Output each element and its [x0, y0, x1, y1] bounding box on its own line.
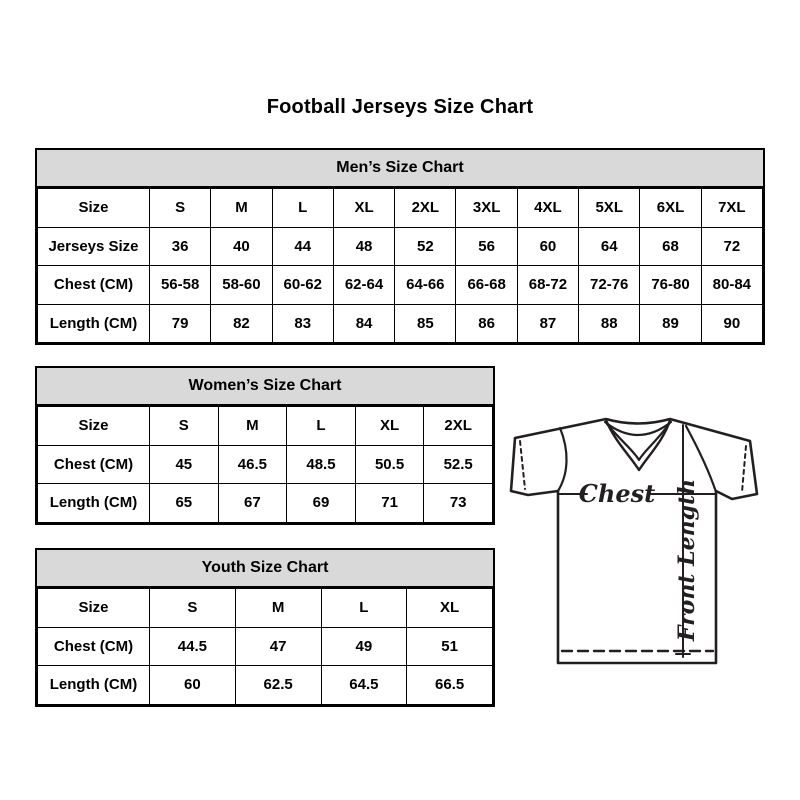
size-header-cell: L — [287, 407, 356, 446]
size-header-cell: 2XL — [424, 407, 493, 446]
value-cell: 48 — [333, 227, 394, 266]
size-header-cell: S — [150, 189, 211, 228]
value-cell: 72 — [701, 227, 762, 266]
row-label-cell: Length (CM) — [38, 666, 150, 705]
size-header-cell: 7XL — [701, 189, 762, 228]
size-header-cell: 2XL — [395, 189, 456, 228]
jersey-outline-shape — [511, 419, 757, 663]
value-cell: 76-80 — [640, 266, 701, 305]
row-label-cell: Size — [38, 589, 150, 628]
size-header-cell: XL — [355, 407, 424, 446]
value-cell: 36 — [150, 227, 211, 266]
value-cell: 49 — [321, 627, 407, 666]
front-length-label: Front Length — [674, 478, 700, 642]
value-cell: 80-84 — [701, 266, 762, 305]
value-cell: 60 — [517, 227, 578, 266]
chest-label: Chest — [578, 479, 656, 508]
value-cell: 84 — [333, 304, 394, 343]
value-cell: 44.5 — [150, 627, 236, 666]
value-cell: 58-60 — [211, 266, 272, 305]
row-label-cell: Chest (CM) — [38, 445, 150, 484]
value-cell: 67 — [218, 484, 287, 523]
table-row — [38, 227, 763, 266]
value-cell: 56 — [456, 227, 517, 266]
value-cell: 56-58 — [150, 266, 211, 305]
column-header-row — [38, 407, 493, 446]
mens-size-table — [37, 188, 763, 343]
value-cell: 82 — [211, 304, 272, 343]
size-header-cell: 5XL — [579, 189, 640, 228]
value-cell: 89 — [640, 304, 701, 343]
value-cell: 66.5 — [407, 666, 493, 705]
mens-size-table-body — [38, 189, 763, 343]
mens-size-chart-title: Men’s Size Chart — [37, 150, 763, 188]
row-label-cell: Chest (CM) — [38, 266, 150, 305]
value-cell: 52.5 — [424, 445, 493, 484]
youth-size-chart-title: Youth Size Chart — [37, 550, 493, 588]
value-cell: 52 — [395, 227, 456, 266]
row-label-cell: Jerseys Size — [38, 227, 150, 266]
womens-size-chart-title: Women’s Size Chart — [37, 368, 493, 406]
value-cell: 65 — [150, 484, 219, 523]
value-cell: 62-64 — [333, 266, 394, 305]
column-header-row — [38, 189, 763, 228]
jersey-measurement-diagram — [503, 398, 777, 674]
table-row — [38, 627, 493, 666]
size-header-cell: M — [235, 589, 321, 628]
column-header-row — [38, 589, 493, 628]
value-cell: 64.5 — [321, 666, 407, 705]
value-cell: 71 — [355, 484, 424, 523]
value-cell: 50.5 — [355, 445, 424, 484]
size-header-cell: L — [321, 589, 407, 628]
right-cuff-dashed-seam — [742, 446, 746, 492]
value-cell: 40 — [211, 227, 272, 266]
row-label-cell: Length (CM) — [38, 484, 150, 523]
size-header-cell: 4XL — [517, 189, 578, 228]
womens-size-chart — [35, 366, 495, 525]
value-cell: 47 — [235, 627, 321, 666]
value-cell: 73 — [424, 484, 493, 523]
value-cell: 90 — [701, 304, 762, 343]
value-cell: 85 — [395, 304, 456, 343]
value-cell: 79 — [150, 304, 211, 343]
table-row — [38, 266, 763, 305]
size-header-cell: S — [150, 407, 219, 446]
size-header-cell: 3XL — [456, 189, 517, 228]
size-header-cell: XL — [333, 189, 394, 228]
youth-size-table-body — [38, 589, 493, 705]
size-header-cell: M — [211, 189, 272, 228]
row-label-cell: Chest (CM) — [38, 627, 150, 666]
value-cell: 60 — [150, 666, 236, 705]
youth-size-chart — [35, 548, 495, 707]
value-cell: 60-62 — [272, 266, 333, 305]
row-label-cell: Size — [38, 189, 150, 228]
value-cell: 46.5 — [218, 445, 287, 484]
size-header-cell: S — [150, 589, 236, 628]
size-header-cell: L — [272, 189, 333, 228]
youth-size-table — [37, 588, 493, 705]
size-header-cell: XL — [407, 589, 493, 628]
value-cell: 68-72 — [517, 266, 578, 305]
size-header-cell: M — [218, 407, 287, 446]
value-cell: 69 — [287, 484, 356, 523]
value-cell: 51 — [407, 627, 493, 666]
value-cell: 44 — [272, 227, 333, 266]
value-cell: 68 — [640, 227, 701, 266]
value-cell: 88 — [579, 304, 640, 343]
row-label-cell: Size — [38, 407, 150, 446]
row-label-cell: Length (CM) — [38, 304, 150, 343]
table-row — [38, 484, 493, 523]
table-row — [38, 304, 763, 343]
collar-outer-v-line — [606, 420, 670, 470]
page-title: Football Jerseys Size Chart — [266, 96, 534, 118]
left-armhole-seam — [558, 428, 567, 491]
table-row — [38, 445, 493, 484]
value-cell: 87 — [517, 304, 578, 343]
table-row — [38, 666, 493, 705]
size-header-cell: 6XL — [640, 189, 701, 228]
value-cell: 64-66 — [395, 266, 456, 305]
value-cell: 48.5 — [287, 445, 356, 484]
womens-size-table-body — [38, 407, 493, 523]
value-cell: 86 — [456, 304, 517, 343]
left-cuff-dashed-seam — [520, 441, 525, 489]
value-cell: 66-68 — [456, 266, 517, 305]
womens-size-table — [37, 406, 493, 523]
mens-size-chart — [35, 148, 765, 345]
value-cell: 72-76 — [579, 266, 640, 305]
value-cell: 83 — [272, 304, 333, 343]
value-cell: 45 — [150, 445, 219, 484]
value-cell: 64 — [579, 227, 640, 266]
value-cell: 62.5 — [235, 666, 321, 705]
